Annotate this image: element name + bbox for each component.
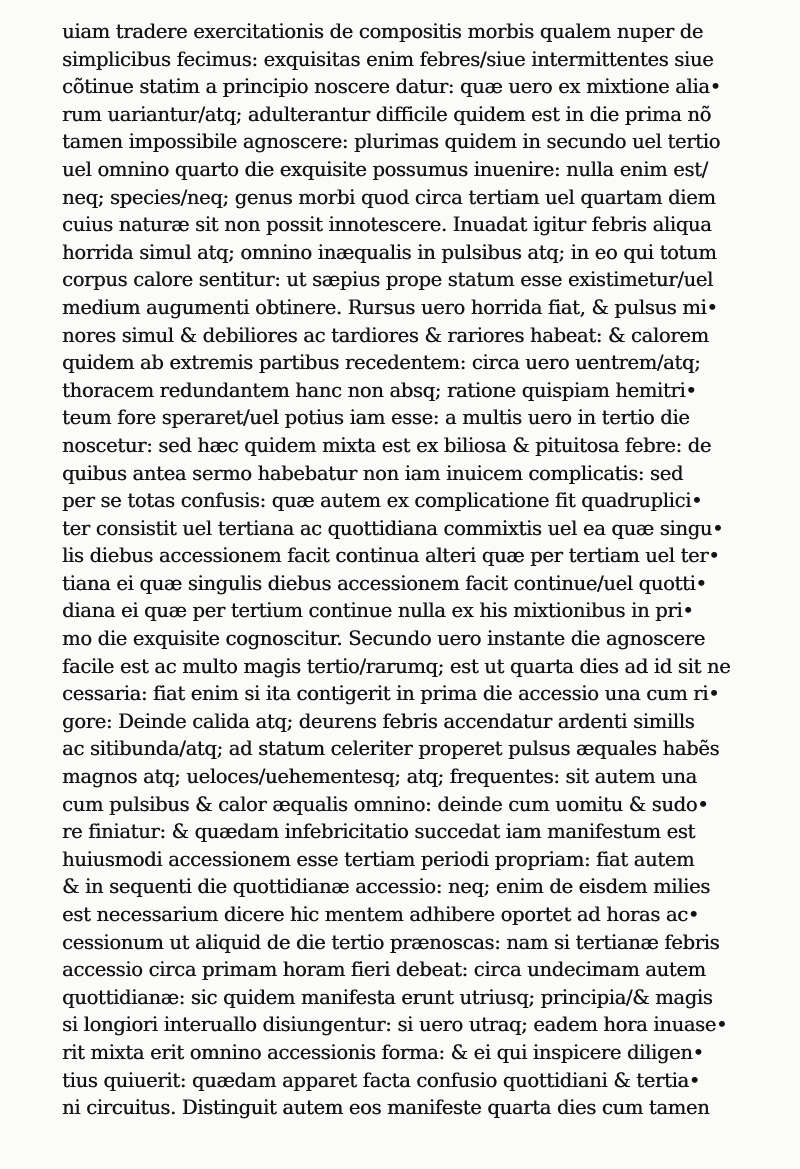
text-line: accessio circa primam horam fieri debeat: circa undecimam autem [62, 958, 706, 982]
text-line: tiana ei quæ singulis diebus accessionem facit continue/uel quotti• [62, 571, 707, 595]
text-line: quidem ab extremis partibus recedentem: circa uero uentrem/atq; [62, 351, 701, 375]
text-line: cessaria: fiat enim si ita contigerit in prima die accessio una cum ri• [62, 682, 720, 706]
text-line: rit mixta erit omnino accessionis forma: & ei qui inspicere diligen• [62, 1040, 704, 1064]
text-line: ni circuitus. Distinguit autem eos manifeste quarta dies cum tamen [62, 1096, 710, 1120]
text-line: tamen impossibile agnoscere: plurimas quidem in secundo uel tertio [62, 130, 721, 154]
text-line: teum fore speraret/uel potius iam esse: a multis uero in tertio die [62, 406, 690, 430]
text-line: uel omnino quarto die exquisite possumus inuenire: nulla enim est/ [62, 157, 708, 181]
text-line: cum pulsibus & calor æqualis omnino: deinde cum uomitu & sudo• [62, 792, 709, 816]
text-line: lis diebus accessionem facit continua alteri quæ per tertiam uel ter• [62, 544, 720, 568]
text-line: ter consistit uel tertiana ac quottidiana commixtis uel ea quæ singu• [62, 516, 724, 540]
body-text [62, 18, 740, 1122]
text-line: nores simul & debiliores ac tardiores & rariores habeat: & calorem [62, 323, 709, 347]
text-line: per se totas confusis: quæ autem ex complicatione fit quadruplici• [62, 489, 703, 513]
text-line: & in sequenti die quottidianæ accessio: neq; enim de eisdem milies [62, 875, 710, 899]
text-line: horrida simul atq; omnino inæqualis in pulsibus atq; in eo qui totum [62, 240, 717, 264]
text-line: neq; species/neq; genus morbi quod circa tertiam uel quartam diem [62, 185, 716, 209]
text-line: facile est ac multo magis tertio/rarumq; est ut quarta dies ad id sit ne [62, 654, 731, 678]
text-line: mo die exquisite cognoscitur. Secundo uero instante die agnoscere [62, 627, 705, 651]
text-line: simplicibus fecimus: exquisitas enim febres/siue intermittentes siue [62, 47, 714, 71]
text-line: diana ei quæ per tertium continue nulla ex his mixtionibus in pri• [62, 599, 694, 623]
text-line: si longiori interuallo disiungentur: si uero utraq; eadem hora inuase• [62, 1013, 728, 1037]
text-line: thoracem redundantem hanc non absq; ratione quispiam hemitri• [62, 378, 697, 402]
text-line: ac sitibunda/atq; ad statum celeriter properet pulsus æquales habẽs [62, 737, 720, 761]
text-line: cuius naturæ sit non possit innotescere. Inuadat igitur febris aliqua [62, 213, 712, 237]
text-line: tius quiuerit: quædam apparet facta confusio quottidiani & tertia• [62, 1068, 700, 1092]
text-line: cõtinue statim a principio noscere datur: quæ uero ex mixtione alia• [62, 75, 721, 99]
text-line: medium augumenti obtinere. Rursus uero horrida fiat, & pulsus mi• [62, 295, 718, 319]
text-line: rum uariantur/atq; adulterantur difficile quidem est in die prima nõ [62, 102, 711, 126]
text-line: magnos atq; ueloces/uehementesq; atq; frequentes: sit autem una [62, 765, 697, 789]
text-line: quibus antea sermo habebatur non iam inuicem complicatis: sed [62, 461, 684, 485]
text-line: gore: Deinde calida atq; deurens febris accendatur ardenti simills [62, 709, 695, 733]
text-line: re finiatur: & quædam infebricitatio succedat iam manifestum est [62, 820, 695, 844]
text-line: est necessarium dicere hic mentem adhibere oportet ad horas ac• [62, 903, 699, 926]
text-line: huiusmodi accessionem esse tertiam periodi propriam: fiat autem [62, 847, 695, 871]
text-line: uiam tradere exercitationis de compositis morbis qualem nuper de [62, 20, 704, 43]
text-line: noscetur: sed hæc quidem mixta est ex biliosa & pituitosa febre: de [62, 433, 712, 457]
text-line: corpus calore sentitur: ut sæpius prope statum esse existimetur/uel [62, 268, 713, 292]
text-line: cessionum ut aliquid de die tertio prænoscas: nam si tertianæ febris [62, 930, 720, 954]
text-line: quottidianæ: sic quidem manifesta erunt utriusq; principia/& magis [62, 985, 713, 1009]
